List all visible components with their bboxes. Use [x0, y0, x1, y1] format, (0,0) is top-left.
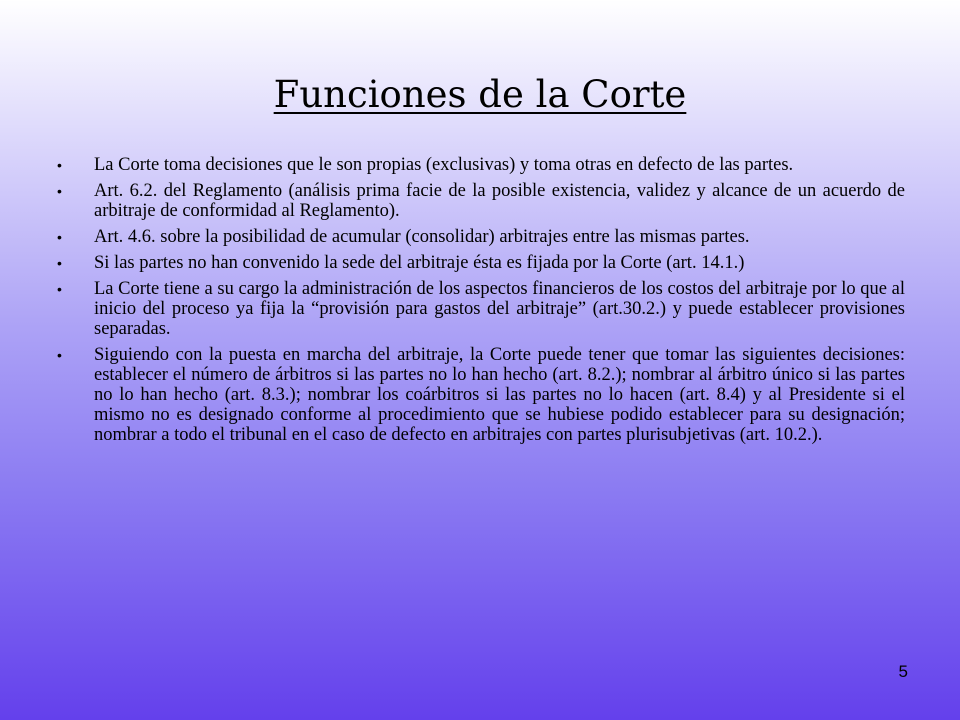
bullet-item [55, 181, 905, 221]
bullet-icon: • [57, 229, 62, 245]
bullet-item [55, 345, 905, 445]
slide-number: 5 [898, 662, 908, 681]
bullet-icon: • [57, 255, 62, 271]
bullet-icon: • [57, 347, 62, 363]
slide-title: Funciones de la Corte [273, 73, 687, 116]
bullet-item [55, 253, 905, 273]
bullet-text: Art. 6.2. del Reglamento (análisis prima facie de la posible existencia, validez y alcance de un acuerdo de arbitraje de conformidad al Reglamento). [94, 181, 905, 221]
bullet-text: Si las partes no han convenido la sede del arbitraje ésta es fijada por la Corte (art. 14.1.) [94, 253, 745, 273]
bullet-text: Art. 4.6. sobre la posibilidad de acumular (consolidar) arbitrajes entre las mismas partes. [94, 227, 750, 247]
bullet-item [55, 155, 905, 175]
bullet-list [55, 155, 905, 451]
bullet-text: La Corte toma decisiones que le son propias (exclusivas) y toma otras en defecto de las partes. [94, 155, 794, 175]
bullet-text: Siguiendo con la puesta en marcha del arbitraje, la Corte puede tener que tomar las siguientes decisiones: establecer el número de árbitros si las partes no lo han hecho (art. 8.2.); nombrar al árbitro único si las partes no lo han hecho (art. 8.3.); nombrar los coárbitros si las partes no lo hacen (art. 8.4) y al Presidente si el mismo no es designado conforme al procedimiento que se hubiese podido establecer para su designación; nombrar a todo el tribunal en el caso de defecto en arbitrajes con partes plurisubjetivas (art. 10.2.). [94, 345, 905, 445]
bullet-icon: • [57, 281, 62, 297]
bullet-item [55, 227, 905, 247]
bullet-icon: • [57, 183, 62, 199]
bullet-item [55, 279, 905, 339]
bullet-text: La Corte tiene a su cargo la administración de los aspectos financieros de los costos del arbitraje por lo que al inicio del proceso ya fija la “provisión para gastos del arbitraje” (art.30.2.) y puede establecer provisiones separadas. [94, 279, 905, 339]
bullet-icon: • [57, 157, 62, 173]
